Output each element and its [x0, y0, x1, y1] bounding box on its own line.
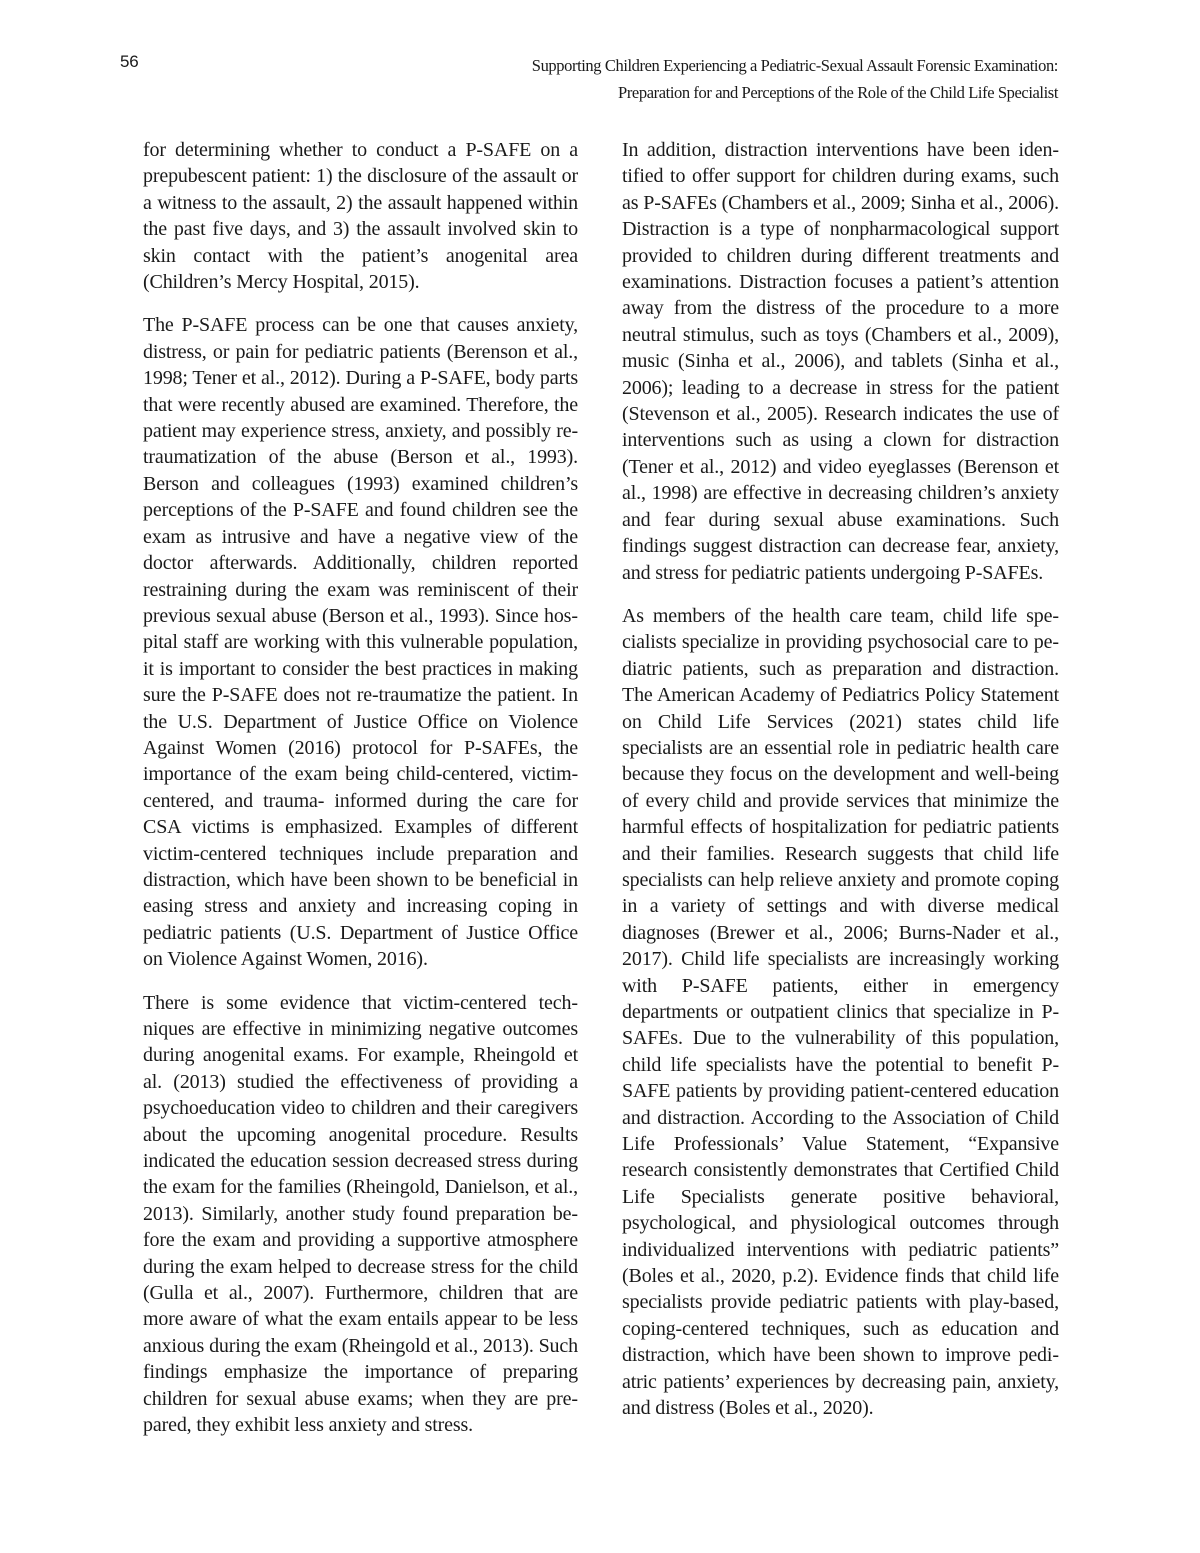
left-paragraph-3: There is some evidence that victim-centered techniques are effective in minimizing negative outcomes during anogenital exams. For example, Rheingold et al. (2013) studied the effectiveness of providing a psychoeducation video to children and their caregivers about the upcoming anogenital procedure. Results indicated the education session decreased stress during the exam for the families (Rheingold, Danielson, et al., 2013). Similarly, another study found preparation before the exam and providing a supportive atmosphere during the exam helped to decrease stress for the child (Gulla et al., 2007). Furthermore, children that are more aware of what the exam entails appear to be less anxious during the exam (Rheingold et al., 2013). Such findings emphasize the importance of preparing children for sexual abuse exams; when they are prepared, they exhibit less anxiety and stress. [143, 991, 578, 1437]
running-head [298, 52, 1058, 106]
left-column [143, 137, 578, 1456]
right-paragraph-2: As members of the health care team, child life specialists specialize in providing psychosocial care to pediatric patients, such as preparation and distraction. The American Academy of Pediatrics Policy Statement on Child Life Services (2021) states child life specialists are an essential role in pediatric health care because they focus on the development and well-being of every child and provide services that minimize the harmful effects of hospitalization for pediatric patients and their families. Research suggests that child life specialists can help relieve anxiety and promote coping in a variety of settings and with diverse medical diagnoses (Brewer et al., 2006; Burns-Nader et al., 2017). Child life specialists are increasingly working with P-SAFE patients, either in emergency departments or outpatient clinics that specialize in P-SAFEs. Due to the vulnerability of this population, child life specialists have the potential to benefit P-SAFE patients by providing patient-centered education and distraction. According to the Association of Child Life Professionals’ Value Statement, “Expansive research consistently demonstrates that Certified Child Life Specialists generate positive behavioral, psychological, and physiological outcomes through individualized interventions with pediatric patients” (Boles et al., 2020, p.2). Evidence finds that child life specialists provide pediatric patients with play-based, coping-centered techniques, such as education and distraction, which have been shown to improve pediatric patients’ experiences by decreasing pain, anxiety, and distress (Boles et al., 2020). [622, 604, 1059, 1420]
left-paragraph-2: The P-SAFE process can be one that causes anxiety, distress, or pain for pediatric patients (Berenson et al., 1998; Tener et al., 2012). During a P-SAFE, body parts that were recently abused are examined. Therefore, the patient may experience stress, anxiety, and possibly re-traumatization of the abuse (Berson et al., 1993). Berson and colleagues (1993) examined children’s perceptions of the P-SAFE and found children see the exam as intrusive and have a negative view of the doctor afterwards. Additionally, children reported restraining during the exam was reminiscent of their previous sexual abuse (Berson et al., 1993). Since hospital staff are working with this vulnerable population, it is important to consider the best practices in making sure the P-SAFE does not re-traumatize the patient. In the U.S. Department of Justice Office on Violence Against Women (2016) protocol for P-SAFEs, the importance of the exam being child-centered, victim-centered, and trauma- informed during the care for CSA victims is emphasized. Examples of different victim-centered techniques include preparation and distraction, which have been shown to be beneficial in easing stress and anxiety and increasing coping in pediatric patients (U.S. Department of Justice Office on Violence Against Women, 2016). [143, 314, 578, 971]
running-head-line-2: Preparation for and Perceptions of the Role of the Child Life Specialist [618, 83, 1058, 102]
right-column [622, 137, 1059, 1439]
right-paragraph-1: In addition, distraction interventions have been identified to offer support for children during exams, such as P-SAFEs (Chambers et al., 2009; Sinha et al., 2006). Distraction is a type of nonpharmacological support provided to children during different treatments and examinations. Distraction focuses a patient’s attention away from the distress of the procedure to a more neutral stimulus, such as toys (Chambers et al., 2009), music (Sinha et al., 2006), and tablets (Sinha et al., 2006); leading to a decrease in stress for the patient (Stevenson et al., 2005). Research indicates the use of interventions such as using a clown for distraction (Tener et al., 2012) and video eyeglasses (Berenson et al., 1998) are effective in decreasing children’s anxiety and fear during sexual abuse examinations. Such findings suggest distraction can decrease fear, anxiety, and stress for pediatric patients undergoing P-SAFEs. [622, 139, 1059, 584]
page-number: 56 [120, 52, 139, 71]
left-paragraph-1: for determining whether to conduct a P-SAFE on a prepubescent patient: 1) the disclosure of the assault or a witness to the assault, 2) the assault happened within the past five days, and 3) the assault involved skin to skin contact with the patient’s anogenital area (Children’s Mercy Hospital, 2015). [143, 139, 578, 294]
running-head-line-1: Supporting Children Experiencing a Pediatric-Sexual Assault Forensic Examination: [531, 56, 1058, 75]
